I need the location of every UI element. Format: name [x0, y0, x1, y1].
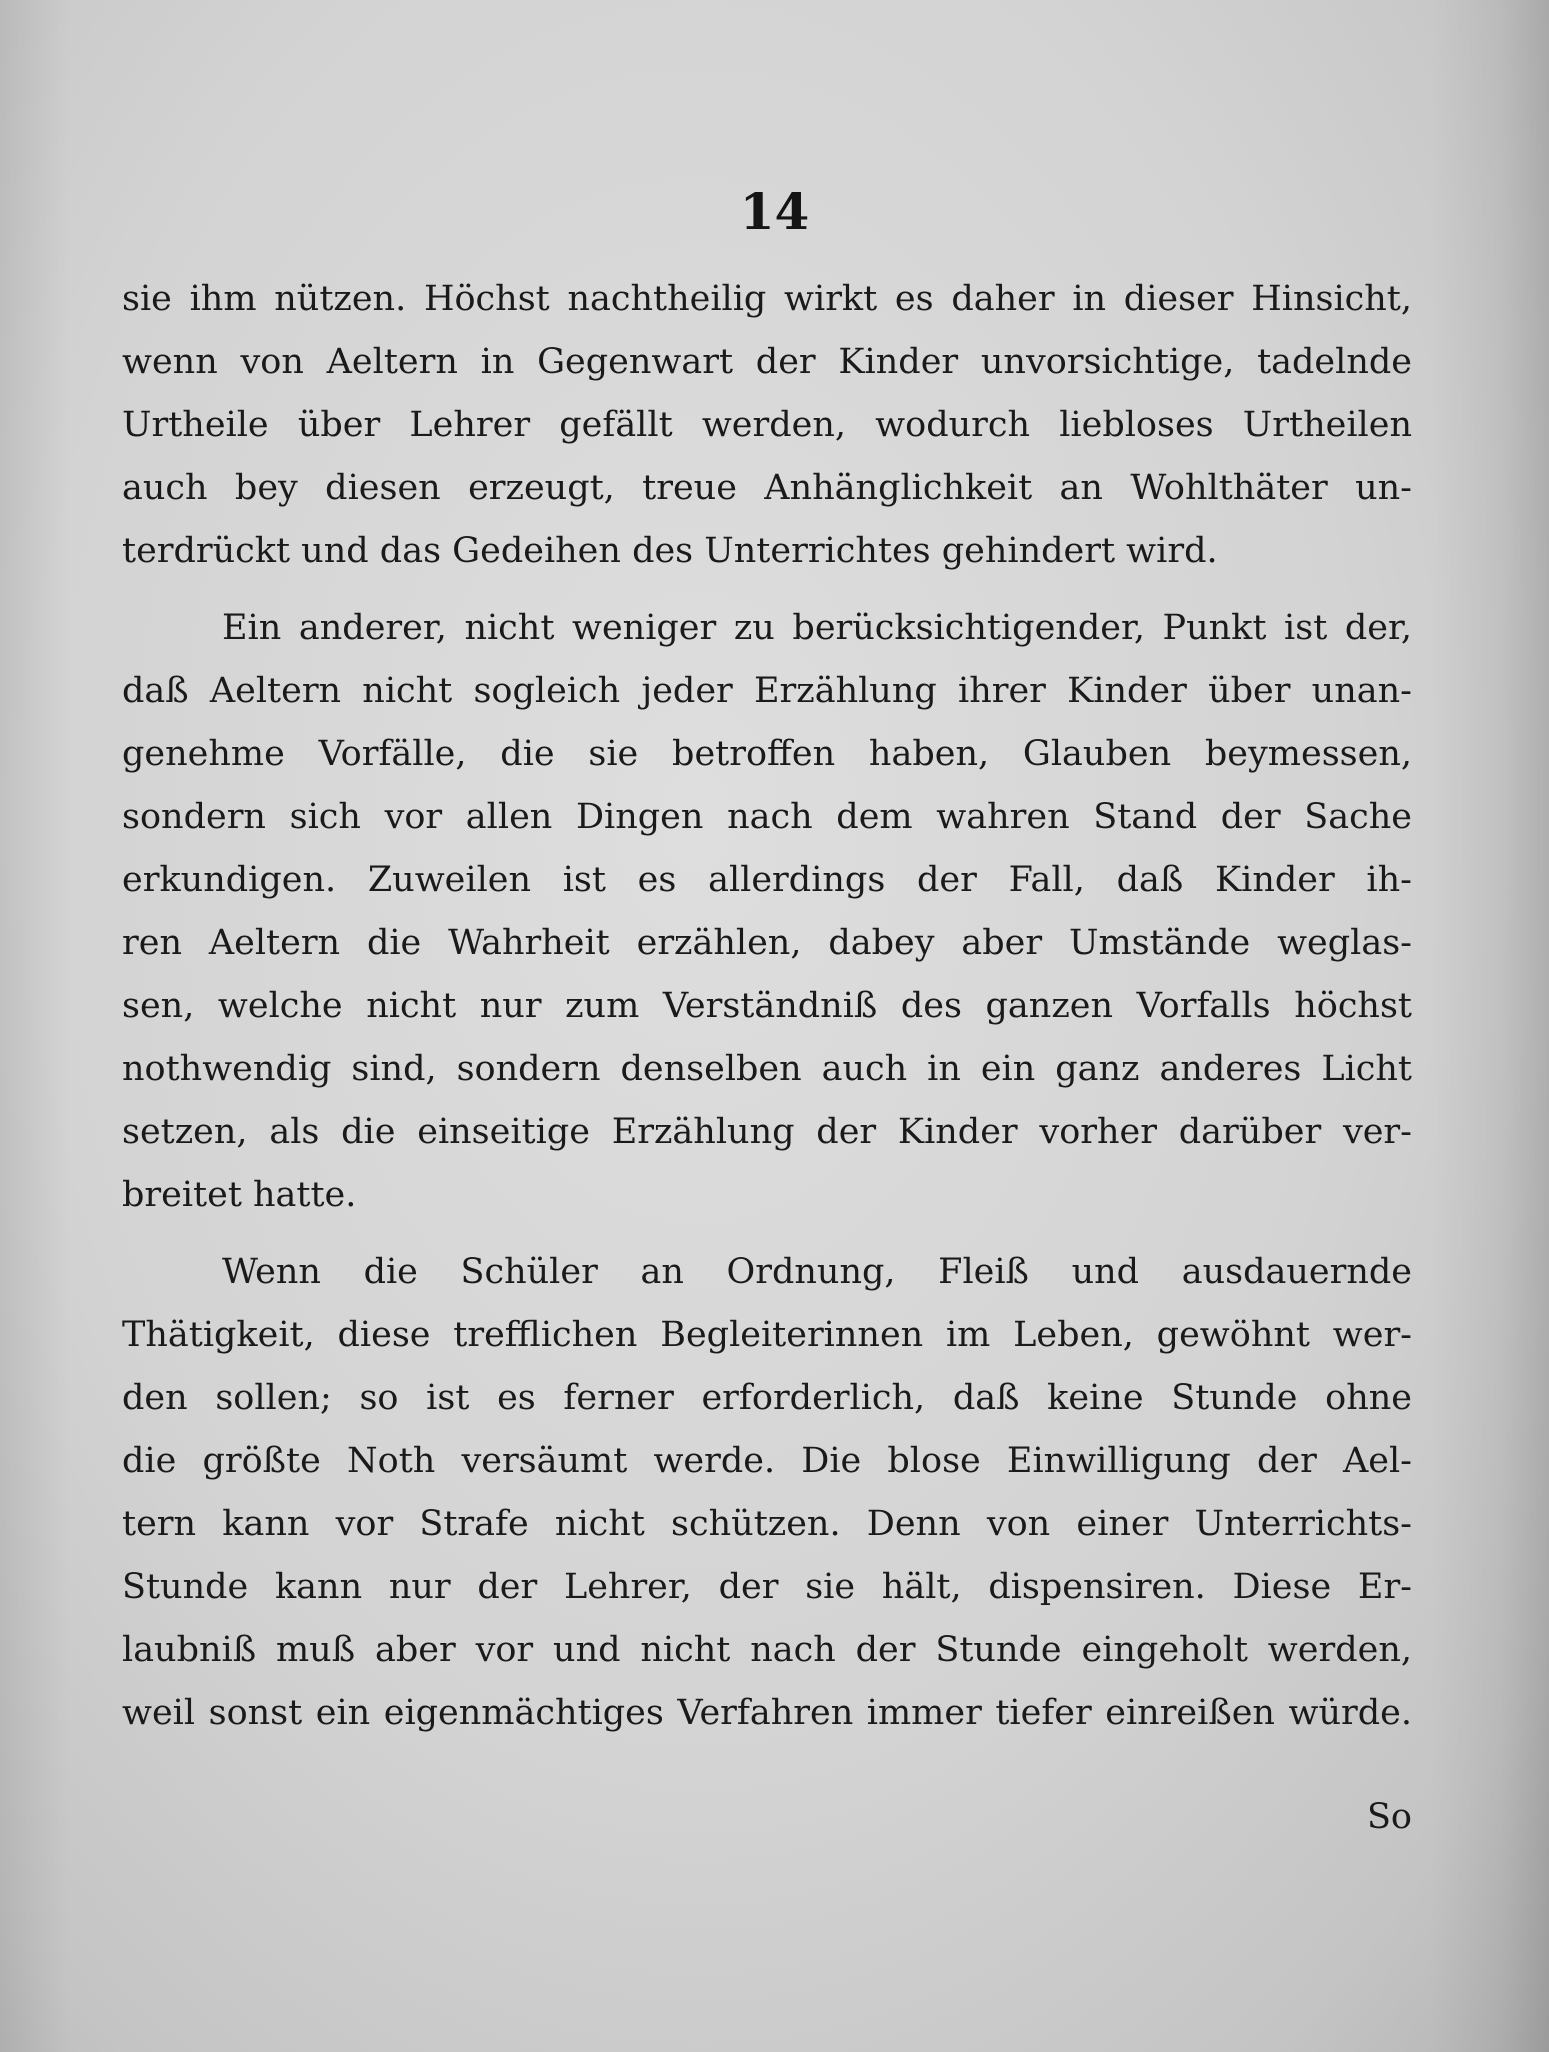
paragraph-gap — [122, 583, 1412, 597]
paragraph-gap — [122, 1227, 1412, 1241]
text-line: tern kann vor Strafe nicht schützen. Denn von einer Unterrichts- — [122, 1504, 1412, 1544]
text-line: wenn von Aeltern in Gegenwart der Kinder unvorsichtige, tadelnde — [122, 342, 1412, 382]
text-line: terdrückt und das Gedeihen des Unterrichtes gehindert wird. — [122, 531, 1218, 571]
text-line: sie ihm nützen. Höchst nachtheilig wirkt es daher in dieser Hinsicht, — [122, 279, 1412, 319]
page-number: 14 — [739, 182, 810, 241]
text-line: den sollen; so ist es ferner erforderlich, daß keine Stunde ohne — [122, 1378, 1412, 1418]
text-line: weil sonst ein eigenmächtiges Verfahren immer tiefer einreißen würde. — [122, 1693, 1412, 1733]
page-shadow-right — [1429, 0, 1549, 2052]
catchword: So — [1366, 1797, 1412, 1837]
text-line: die größte Noth versäumt werde. Die blose Einwilligung der Ael- — [122, 1441, 1412, 1481]
text-line: Thätigkeit, diese trefflichen Begleiterinnen im Leben, gewöhnt wer- — [122, 1315, 1412, 1355]
text-line: setzen, als die einseitige Erzählung der Kinder vorher darüber ver- — [122, 1112, 1412, 1152]
text-line: sondern sich vor allen Dingen nach dem wahren Stand der Sache — [122, 797, 1412, 837]
text-line: nothwendig sind, sondern denselben auch in ein ganz anderes Licht — [122, 1049, 1412, 1089]
body-text — [122, 268, 1412, 1745]
text-line: Stunde kann nur der Lehrer, der sie hält, dispensiren. Diese Er- — [122, 1567, 1412, 1607]
text-line: ren Aeltern die Wahrheit erzählen, dabey aber Umstände weglas- — [122, 923, 1412, 963]
text-line: erkundigen. Zuweilen ist es allerdings der Fall, daß Kinder ih- — [122, 860, 1412, 900]
text-line: laubniß muß aber vor und nicht nach der Stunde eingeholt werden, — [122, 1630, 1412, 1670]
text-line: Ein anderer, nicht weniger zu berücksichtigender, Punkt ist der, — [222, 608, 1412, 648]
text-line: breitet hatte. — [122, 1175, 357, 1215]
text-line: genehme Vorfälle, die sie betroffen haben, Glauben beymessen, — [122, 734, 1412, 774]
page-shadow-left — [0, 0, 70, 2052]
text-line: Wenn die Schüler an Ordnung, Fleiß und ausdauernde — [222, 1252, 1412, 1292]
text-line: Urtheile über Lehrer gefällt werden, wodurch liebloses Urtheilen — [122, 405, 1412, 445]
text-line: sen, welche nicht nur zum Verständniß des ganzen Vorfalls höchst — [122, 986, 1412, 1026]
text-line: daß Aeltern nicht sogleich jeder Erzählung ihrer Kinder über unan- — [122, 671, 1412, 711]
text-line: auch bey diesen erzeugt, treue Anhänglichkeit an Wohlthäter un- — [122, 468, 1412, 508]
